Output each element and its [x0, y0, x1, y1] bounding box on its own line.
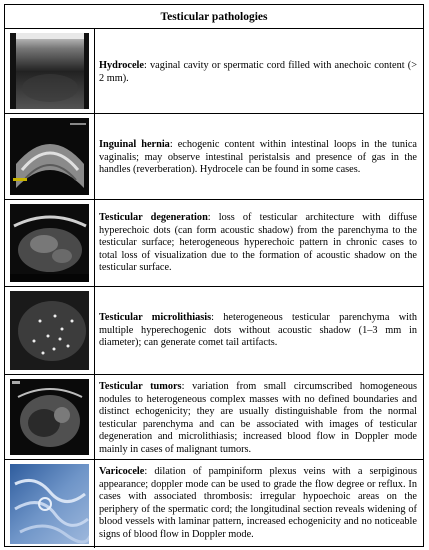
image-cell	[5, 114, 95, 199]
term-description: : dilation of pampiniform plexus veins with a serpiginous appearance; doppler mode can be used to grade the flow degree or reflux. In cases with associated thrombosis: irregular hypoechoic areas on the periphery of the spermatic cord; the longitudinal section reveals widening of blood vessels with laminar pattern, increased echogenicity and no noticeable signs of blood flow in Doppler mode.	[99, 466, 417, 540]
row-text	[99, 139, 417, 177]
term-label: Testicular tumors	[99, 381, 182, 392]
row-text	[99, 381, 417, 457]
ultrasound-image-inguinal-hernia	[10, 118, 89, 195]
ultrasound-image-testicular-degeneration	[10, 204, 89, 282]
table-row-inguinal-hernia	[5, 114, 423, 200]
term-label: Testicular degeneration	[99, 212, 208, 223]
pathology-table	[4, 4, 424, 547]
table-row-varicocele	[5, 460, 423, 548]
table-row-testicular-microlithiasis	[5, 287, 423, 375]
ultrasound-image-testicular-tumors	[10, 379, 89, 455]
table-row-testicular-degeneration	[5, 200, 423, 287]
term-description: : echogenic content within intestinal loops in the tunica vaginalis; may observe intestinal peristalsis and presence of gas in the handles (reverberation). Hydrocele can be found in some cases.	[99, 139, 417, 176]
term-label: Testicular microlithiasis	[99, 312, 212, 323]
term-label: Varicocele	[99, 466, 145, 477]
table-row-hydrocele	[5, 29, 423, 114]
term-label: Hydrocele	[99, 60, 144, 71]
row-text	[99, 212, 417, 275]
ultrasound-image-varicocele	[10, 464, 89, 544]
term-description: : heterogeneous testicular parenchyma with multiple hyperechogenic dots without acoustic shadow (1–3 mm in diameter); can generate comet tail artifacts.	[99, 312, 418, 349]
term-description: : loss of testicular architecture with diffuse hyperechoic dots (can form acoustic shadow) from the parenchyma to the testicular surface; heterogeneous hyperechoic pattern in chronic cases to total loss of visualization due to the formation of acoustic shadow on the testicular surface.	[99, 212, 417, 274]
term-description: : variation from small circumscribed homogeneous nodules to heterogeneous complex masses with no defined boundaries and distinct echogenicity; they are usually distinguishable from the normal testicular parenchyma and can be associated with images of testicular degeneration and microlithiasis; increased blood flow in Doppler mode mainly in cases of malignant tumors.	[99, 381, 418, 455]
table-header: Testicular pathologies	[5, 5, 423, 29]
table-row-testicular-tumors	[5, 375, 423, 460]
image-cell	[5, 460, 95, 548]
ultrasound-image-testicular-microlithiasis	[10, 291, 89, 370]
row-text	[99, 466, 417, 542]
image-cell	[5, 200, 95, 286]
row-text	[99, 60, 417, 85]
row-text	[99, 312, 417, 350]
term-label: Inguinal hernia	[99, 139, 170, 150]
term-description: : vaginal cavity or spermatic cord filled with anechoic content (> 2 mm).	[99, 60, 417, 84]
image-cell	[5, 375, 95, 459]
image-cell	[5, 287, 95, 374]
image-cell	[5, 29, 95, 113]
ultrasound-image-hydrocele	[10, 33, 89, 109]
